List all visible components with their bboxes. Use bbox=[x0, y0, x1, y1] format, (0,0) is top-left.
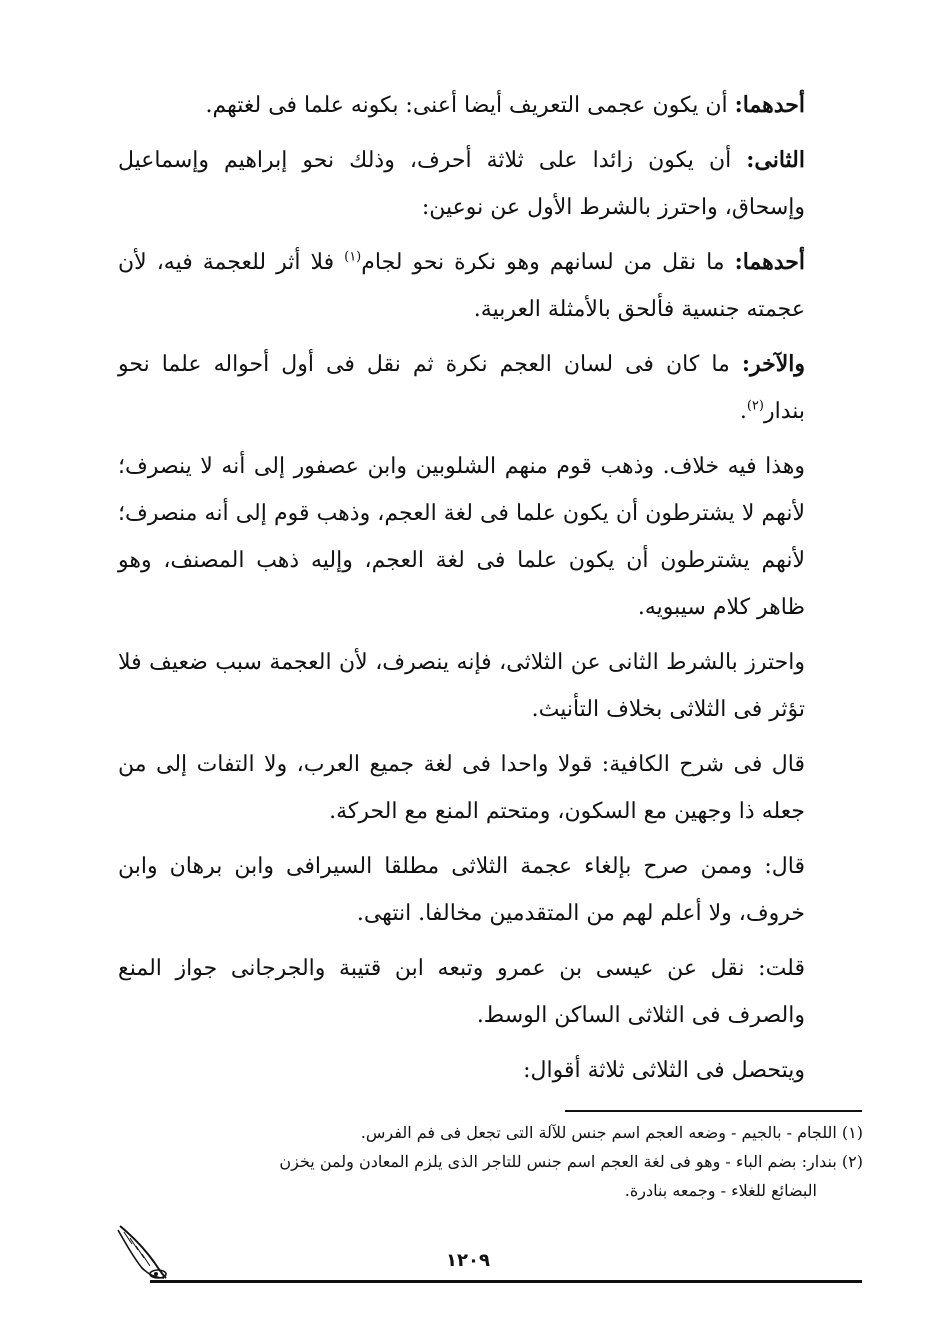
feather-ornament-icon bbox=[112, 1222, 172, 1284]
paragraph-text: فلا أثر للعجمة فيه، لأن عجمته جنسية فألحق بالأمثلة العربية. bbox=[118, 250, 805, 322]
paragraph-text: أن يكون عجمى التعريف أيضا أعنى: بكونه علما فى لغتهم. bbox=[205, 93, 735, 118]
paragraph-sirafi: قال: وممن صرح بإلغاء عجمة الثلاثى مطلقا السيرافى وابن برهان وابن خروف، ولا أعلم لهم من المتقدمين مخالفا. انتهى. bbox=[118, 854, 805, 926]
page-number: ١٢٠٩ bbox=[446, 1250, 490, 1271]
paragraph-disagreement: وهذا فيه خلاف. وذهب قوم منهم الشلوبين وابن عصفور إلى أنه لا ينصرف؛ لأنهم لا يشترطون أن يكون علما فى لغة العجم، وذهب قوم إلى أنه منصرف؛ لأنهم يشترطون أن يكون علما فى لغة العجم، وإليه ذهب المصنف، وهو ظاهر كلام سيبويه. bbox=[118, 454, 805, 620]
paragraph-second-condition bbox=[118, 137, 863, 231]
paragraph-text: . bbox=[739, 399, 747, 424]
paragraph-triliteral: واحترز بالشرط الثانى عن الثلاثى، فإنه ينصرف، لأن العجمة سبب ضعيف فلا تؤثر فى الثلاثى بخلاف التأنيث. bbox=[118, 650, 805, 722]
footnotes bbox=[118, 1118, 863, 1205]
paragraph-text: ما كان فى لسان العجم نكرة ثم نقل فى أول أحواله علما نحو بندار bbox=[118, 352, 805, 424]
paragraph-isa: قلت: نقل عن عيسى بن عمرو وتبعه ابن قتيبة والجرجانى جواز المنع والصرف فى الثلاثى الساكن الوسط. bbox=[118, 956, 805, 1028]
paragraph-text: ما نقل من لسانهم وهو نكرة نحو لجام bbox=[361, 250, 735, 275]
footnote-separator bbox=[565, 1110, 862, 1112]
main-text bbox=[118, 82, 863, 1102]
footnote-marker: (١) bbox=[344, 249, 362, 265]
paragraph-lead: والآخر: bbox=[741, 351, 805, 377]
paragraph-first-type bbox=[118, 239, 863, 333]
paragraph-lead: أحدهما: bbox=[734, 249, 805, 275]
footnote-1: (١) اللجام - بالجيم - وضعه العجم اسم جنس للآلة التى تجعل فى فم الفرس. bbox=[360, 1123, 863, 1142]
footnote-2: (٢) بندار: بضم الباء - وهو فى لغة العجم اسم جنس للتاجر الذى يلزم المعادن ولمن يخزن bbox=[279, 1152, 863, 1171]
footnote-2-continued: البضائع للغلاء - وجمعه بنادرة. bbox=[624, 1181, 817, 1200]
paragraph-first-condition bbox=[118, 82, 863, 129]
paragraph-kafiya: قال فى شرح الكافية: قولا واحدا فى لغة جميع العرب، ولا التفات إلى من جعله ذا وجهين مع السكون، ومتحتم المنع مع الحركة. bbox=[118, 752, 805, 824]
paragraph-three-opinions: ويتحصل فى الثلاثى ثلاثة أقوال: bbox=[523, 1058, 805, 1083]
paragraph-second-type bbox=[118, 341, 863, 435]
paragraph-lead: الثانى: bbox=[746, 147, 805, 173]
paragraph-lead: أحدهما: bbox=[734, 92, 805, 118]
bottom-rule bbox=[150, 1280, 862, 1283]
footnote-marker: (٢) bbox=[746, 398, 764, 414]
paragraph-text: أن يكون زائدا على ثلاثة أحرف، وذلك نحو إبراهيم وإسماعيل وإسحاق، واحترز بالشرط الأول عن نوعين: bbox=[118, 148, 805, 220]
